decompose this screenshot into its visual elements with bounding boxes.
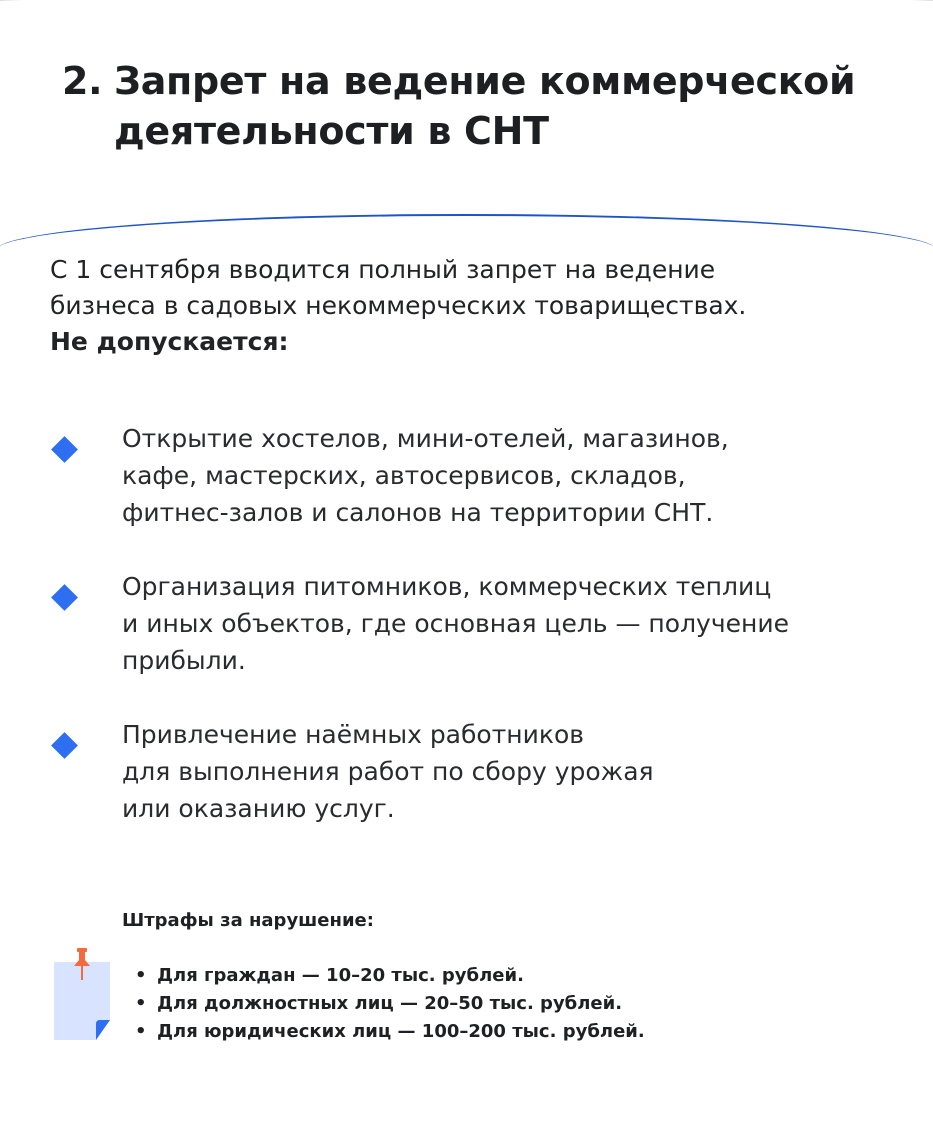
page-title (62, 56, 932, 156)
fines-list (135, 962, 645, 1046)
top-border-arc (0, 0, 933, 22)
diamond-bullet-icon (51, 732, 78, 759)
title-line-1 (62, 56, 932, 106)
pinned-document-icon (50, 944, 114, 1044)
title-text-1: Запрет на ведение коммерческой (114, 59, 856, 103)
diamond-bullet-icon (51, 584, 78, 611)
fines-heading: Штрафы за нарушение: (122, 910, 374, 931)
section-divider (0, 214, 933, 254)
fine-text: Для юридических лиц — 100–200 тыс. рублей. (157, 1021, 645, 1042)
bullet-icon: • (135, 993, 147, 1014)
list-item-text: Организация питомников, коммерческих теплиц и иных объектов, где основная цель — получение прибыли. (122, 572, 789, 675)
fine-text: Для должностных лиц — 20–50 тыс. рублей. (157, 993, 623, 1014)
intro-paragraph (50, 252, 910, 360)
bullet-icon: • (135, 1021, 147, 1042)
intro-bold-label: Не допускается: (50, 327, 289, 356)
diamond-bullet-icon (51, 436, 78, 463)
intro-line-1: С 1 сентября вводится полный запрет на ведение (50, 255, 716, 284)
fine-item (135, 962, 645, 990)
bullet-icon: • (135, 965, 147, 986)
fine-item (135, 1018, 645, 1046)
intro-line-2: бизнеса в садовых некоммерческих товариществах. (50, 291, 747, 320)
fine-item (135, 990, 645, 1018)
section-number: 2. (62, 59, 103, 103)
title-line-2: деятельности в СНТ (114, 109, 549, 153)
fine-text: Для граждан — 10–20 тыс. рублей. (157, 965, 524, 986)
list-item-text: Привлечение наёмных работников для выполнения работ по сбору урожая или оказанию услуг. (122, 720, 654, 823)
list-item-text: Открытие хостелов, мини-отелей, магазинов, кафе, мастерских, автосервисов, складов, фитнес-залов и салонов на территории СНТ. (122, 424, 729, 527)
